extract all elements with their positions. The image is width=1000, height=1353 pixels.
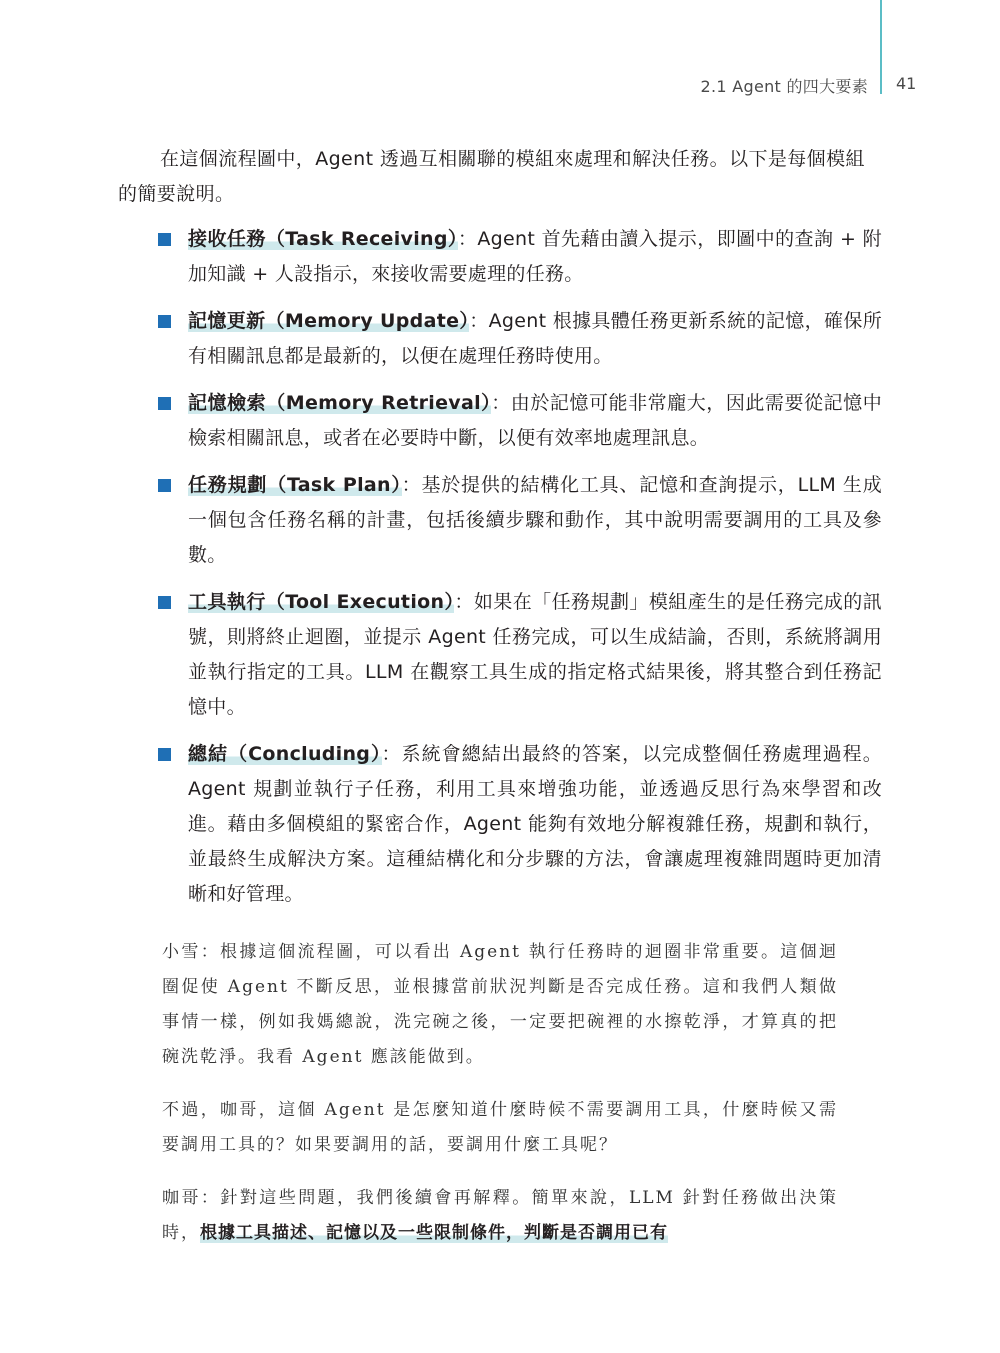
item-term: 記憶更新（Memory Update）: [188, 310, 470, 332]
header-accent-line: [880, 0, 882, 94]
list-item: [158, 737, 882, 912]
square-bullet-icon: [158, 397, 171, 410]
item-text: ：如果在「任務規劃」模組產生的是任務完成的訊號，則將終止迴圈，並提示 Agent 任務完成，可以生成結論，否則，系統將調用並執行指定的工具。LLM 在觀察工具生成的指定格式結果後，將其整合到任務記憶中。: [188, 591, 882, 718]
page-number: 41: [896, 74, 917, 93]
square-bullet-icon: [158, 479, 171, 492]
item-text: ：系統會總結出最終的答案，以完成整個任務處理過程。Agent 規劃並執行子任務，利用工具來增強功能，並透過反思行為來學習和改進。藉由多個模組的緊密合作，Agent 能夠有效地分解複雜任務，規劃和執行，並最終生成解決方案。這種結構化和分步驟的方法，會讓處理複雜問題時更加清晰和好管理。: [188, 743, 882, 905]
item-term: 記憶檢索（Memory Retrieval）: [188, 392, 492, 414]
dialogue-highlight: 根據工具描述、記憶以及一些限制條件，判斷是否調用已有: [200, 1223, 668, 1243]
item-text: ：由於記憶可能非常龐大，因此需要從記憶中檢索相關訊息，或者在必要時中斷，以便有效率地處理訊息。: [188, 392, 882, 449]
dialogue-xiaoxue: 小雪：根據這個流程圖，可以看出 Agent 執行任務時的迴圈非常重要。這個迴圈促使 Agent 不斷反思，並根據當前狀況判斷是否完成任務。這和我們人類做事情一樣，例如我媽總說，洗完碗之後，一定要把碗裡的水擦乾淨，才算真的把碗洗乾淨。我看 Agent 應該能做到。: [162, 942, 838, 1067]
square-bullet-icon: [158, 748, 171, 761]
list-item: [158, 386, 882, 456]
item-term: 接收任務（Task Receiving）: [188, 228, 458, 250]
item-text: ：Agent 根據具體任務更新系統的記憶，確保所有相關訊息都是最新的，以便在處理任務時使用。: [188, 310, 882, 367]
item-text: ：基於提供的結構化工具、記憶和查詢提示，LLM 生成一個包含任務名稱的計畫，包括後續步驟和動作，其中說明需要調用的工具及參數。: [188, 474, 882, 566]
dialogue-kage: [162, 1181, 838, 1251]
module-list: [158, 222, 882, 912]
list-item: [158, 585, 882, 725]
section-title: 2.1 Agent 的四大要素: [700, 77, 868, 96]
square-bullet-icon: [158, 596, 171, 609]
square-bullet-icon: [158, 315, 171, 328]
list-item: [158, 468, 882, 573]
item-term: 任務規劃（Task Plan）: [188, 474, 402, 496]
item-term: 總結（Concluding）: [188, 743, 382, 765]
square-bullet-icon: [158, 233, 171, 246]
dialogue-question: 不過，咖哥，這個 Agent 是怎麼知道什麼時候不需要調用工具，什麼時候又需要調用工具的？如果要調用的話，要調用什麼工具呢？: [162, 1100, 838, 1155]
item-text: ：Agent 首先藉由讀入提示，即圖中的查詢 + 附加知識 + 人設指示，來接收需要處理的任務。: [188, 228, 882, 285]
list-item: [158, 304, 882, 374]
list-item: [158, 222, 882, 292]
item-term: 工具執行（Tool Execution）: [188, 591, 455, 613]
intro-paragraph: 在這個流程圖中，Agent 透過互相關聯的模組來處理和解決任務。以下是每個模組的簡要說明。: [118, 148, 865, 205]
dialogue-kage-text: 咖哥：針對這些問題，我們後續會再解釋。簡單來說，LLM 針對任務做出決策時，: [162, 1188, 838, 1243]
